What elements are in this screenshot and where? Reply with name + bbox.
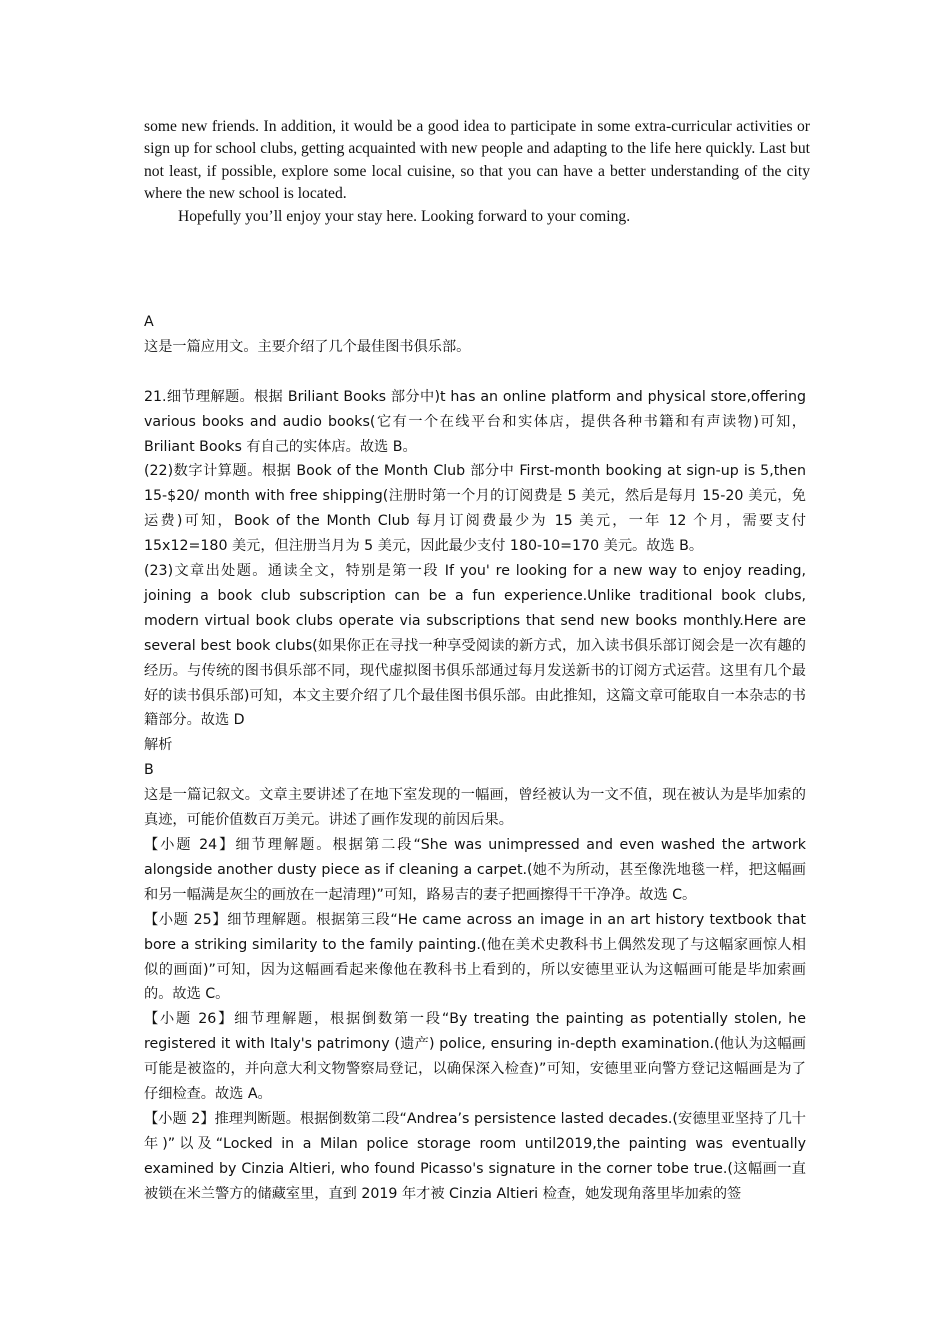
answer-analysis <box>144 310 806 1207</box>
question-24-analysis: 【小题 24】细节理解题。根据第二段“She was unimpressed and even washed the artwork alongside another dusty piece as if cleaning a carpet.(她不为所动，甚至像洗地毯一样，把这幅画和另一幅满是灰尘的画放在一起清理)”可知，路易吉的妻子把画擦得干干净净。故选 C。 <box>144 837 806 903</box>
section-b-intro: 这是一篇记叙文。文章主要讲述了在地下室发现的一幅画，曾经被认为一文不值，现在被认为是毕加索的真迹，可能价值数百万美元。讲述了画作发现的前因后果。 <box>144 787 806 829</box>
letter-ending <box>144 116 810 228</box>
section-a-intro: 这是一篇应用文。主要介绍了几个最佳图书俱乐部。 <box>144 338 471 355</box>
question-23-analysis: (23)文章出处题。通读全文，特别是第一段 If you' re looking for a new way to enjoy reading, joining a book club subscription can be a fun experience.Unlike traditional book clubs, modern virtual book clubs operate via subscriptions that send new books monthly.Here are several best book clubs(如果你正在寻找一种享受阅读的新方式，加入读书俱乐部订阅会是一次有趣的经历。与传统的图书俱乐部不同，现代虚拟图书俱乐部通过每月发送新书的订阅方式运营。这里有几个最好的读书俱乐部)可知，本文主要介绍了几个最佳图书俱乐部。由此推知，这篇文章可能取自一本杂志的书籍部分。故选 D <box>144 563 806 729</box>
letter-closing-paragraph: Hopefully you’ll enjoy your stay here. Looking forward to your coming. <box>178 207 631 225</box>
question-25-analysis: 【小题 25】细节理解题。根据第三段“He came across an image in an art history textbook that bore a striking similarity to the family painting.(他在美术史教科书上偶然发现了与这幅家画惊人相似的画面)”可知，因为这幅画看起来像他在教科书上看到的，所以安德里亚认为这幅画可能是毕加索画的。故选 C。 <box>144 911 806 1003</box>
question-21-analysis: 21.细节理解题。根据 Briliant Books 部分中)t has an online platform and physical store,offering various books and audio books(它有一个在线平台和实体店，提供各种书籍和有声读物)可知，Briliant Books 有自己的实体店。故选 B。 <box>144 388 806 455</box>
section-a-label: A <box>144 314 154 330</box>
question-26-analysis: 【小题 26】细节理解题，根据倒数第一段“By treating the painting as potentially stolen, he registered it with Italy's patrimony (遗产) police, ensuring in-depth examination.(他认为这幅画可能是被盗的，并向意大利文物警察局登记，以确保深入检查)”可知，安德里亚向警方登记这幅画是为了仔细检查。故选 A。 <box>144 1011 806 1103</box>
spacer <box>144 360 806 385</box>
analysis-heading: 解析 <box>144 737 173 754</box>
letter-paragraph: some new friends. In addition, it would be a good idea to participate in some extra-curricular activities or sign up for school clubs, getting acquainted with new people and adapting to the life here quickly. Last but not least, if possible, explore some local cuisine, so that you can have a better understanding of the city where the new school is located. <box>144 118 810 203</box>
section-b-label: B <box>144 762 154 779</box>
question-22-analysis: (22)数字计算题。根据 Book of the Month Club 部分中 First-month booking at sign-up is 5,then 15-$20/ month with free shipping(注册时第一个月的订阅费是 5 美元，然后是每月 15-20 美元，免运费)可知，Book of the Month Club 每月订阅费最少为 15 美元，一年 12 个月，需要支付 15x12=180 美元，但注册当月为 5 美元，因此最少支付 180-10=170 美元。故选 B。 <box>144 463 806 555</box>
question-27-analysis: 【小题 2】推理判断题。根据倒数第二段“Andrea’s persistence lasted decades.(安德里亚坚持了几十年)”以及“Locked in a Milan police storage room until2019,the painting was eventually examined by Cinzia Altieri, who found Picasso's signature in the corner tobe true.(这幅画一直被锁在米兰警方的储藏室里，直到 2019 年才被 Cinzia Altieri 检查，她发现角落里毕加索的签 <box>144 1110 806 1202</box>
